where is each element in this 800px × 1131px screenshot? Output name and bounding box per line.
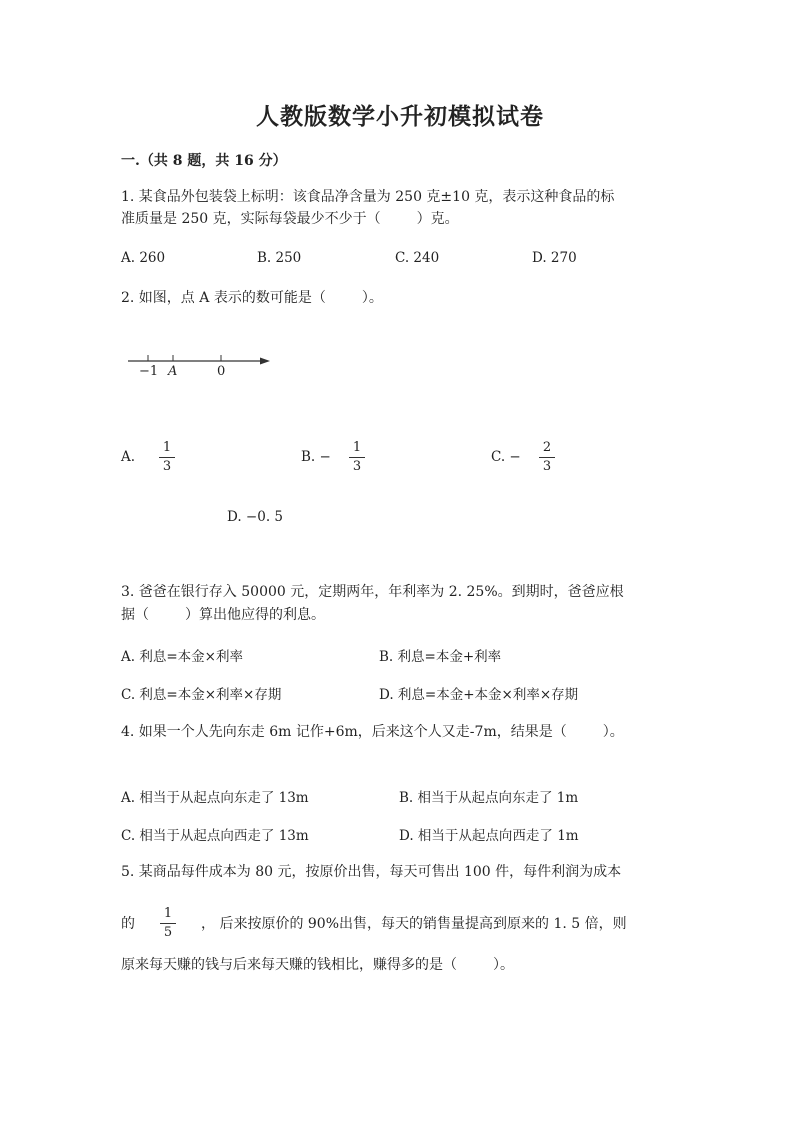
number-line-label-0: 0	[217, 364, 226, 379]
fraction-bar	[539, 457, 555, 458]
question-5-text: 原来每天赚的钱与后来每天赚的钱相比，赚得多的是（	[121, 957, 457, 973]
fraction-bar	[159, 457, 175, 458]
fraction-numerator: 1	[162, 440, 172, 455]
q1-option-a: A. 260	[121, 250, 166, 266]
q1-option-d: D. 270	[532, 250, 577, 266]
section-heading: 一.（共 8 题，共 16 分）	[121, 153, 287, 169]
fraction-denominator: 5	[163, 925, 173, 940]
question-2-text: 2. 如图，点 A 表示的数可能是（	[121, 290, 326, 306]
q4-option-d: D. 相当于从起点向西走了 1m	[399, 828, 579, 844]
question-3-line-1: 3. 爸爸在银行存入 50000 元，定期两年，年利率为 2. 25%。到期时，爸爸应根	[121, 584, 624, 600]
q3-option-d: D. 利息=本金+本金×利率×存期	[379, 687, 579, 703]
fraction-numerator: 1	[163, 906, 173, 921]
question-3-line-2	[121, 603, 325, 627]
q3-option-a: A. 利息=本金×利率	[121, 649, 243, 665]
question-4-stem	[121, 720, 624, 744]
q2-option-b-label: B. −	[301, 449, 331, 465]
fraction-numerator: 2	[542, 440, 552, 455]
question-2-text-end: ）。	[361, 290, 383, 306]
question-3-text-end: ）算出他应得的利息。	[185, 607, 325, 623]
question-3-text: 据（	[121, 607, 149, 623]
number-line-label-neg1: −1	[139, 364, 159, 379]
q1-option-c: C. 240	[395, 250, 440, 266]
page-title: 人教版数学小升初模拟试卷	[256, 103, 544, 130]
question-1-line-2	[121, 207, 459, 231]
question-1-text-end: ）克。	[416, 211, 459, 227]
q4-option-b: B. 相当于从起点向东走了 1m	[399, 790, 579, 806]
q2-option-a-label: A.	[121, 449, 136, 465]
fraction-bar	[349, 457, 365, 458]
question-5-line-1: 5. 某商品每件成本为 80 元，按原价出售，每天可售出 100 件，每件利润为成本	[121, 864, 622, 880]
number-line-label-a: A	[168, 364, 178, 379]
q3-option-c: C. 利息=本金×利率×存期	[121, 687, 282, 703]
question-5-line-3	[121, 953, 514, 977]
fraction-denominator: 3	[162, 459, 172, 474]
question-5-line-2-prefix: 的	[121, 916, 135, 932]
q2-option-b-fraction	[349, 440, 365, 475]
question-1-line-1: 1. 某食品外包装袋上标明：该食品净含量为 250 克±10 克，表示这种食品的标	[121, 189, 615, 205]
q2-option-c-label: C. −	[491, 449, 521, 465]
q4-option-a: A. 相当于从起点向东走了 13m	[121, 790, 309, 806]
q3-option-b: B. 利息=本金+利率	[379, 649, 502, 665]
q2-option-d: D. −0. 5	[227, 509, 283, 525]
question-4-text-end: ）。	[602, 724, 624, 740]
fraction-denominator: 3	[542, 459, 552, 474]
q5-fraction	[160, 906, 176, 941]
question-1-text: 准质量是 250 克，实际每袋最少不少于（	[121, 211, 381, 227]
q2-option-a-fraction	[159, 440, 175, 475]
question-5-text-end: ）。	[493, 957, 514, 973]
question-4-text: 4. 如果一个人先向东走 6m 记作+6m，后来这个人又走-7m，结果是（	[121, 724, 567, 740]
fraction-numerator: 1	[352, 440, 362, 455]
q2-option-c-fraction	[539, 440, 555, 475]
fraction-denominator: 3	[352, 459, 362, 474]
question-2-stem	[121, 286, 383, 310]
q1-option-b: B. 250	[257, 250, 302, 266]
fraction-bar	[160, 923, 176, 924]
question-5-line-2: ， 后来按原价的 90%出售，每天的销售量提高到原来的 1. 5 倍，则	[201, 916, 627, 932]
q4-option-c: C. 相当于从起点向西走了 13m	[121, 828, 309, 844]
